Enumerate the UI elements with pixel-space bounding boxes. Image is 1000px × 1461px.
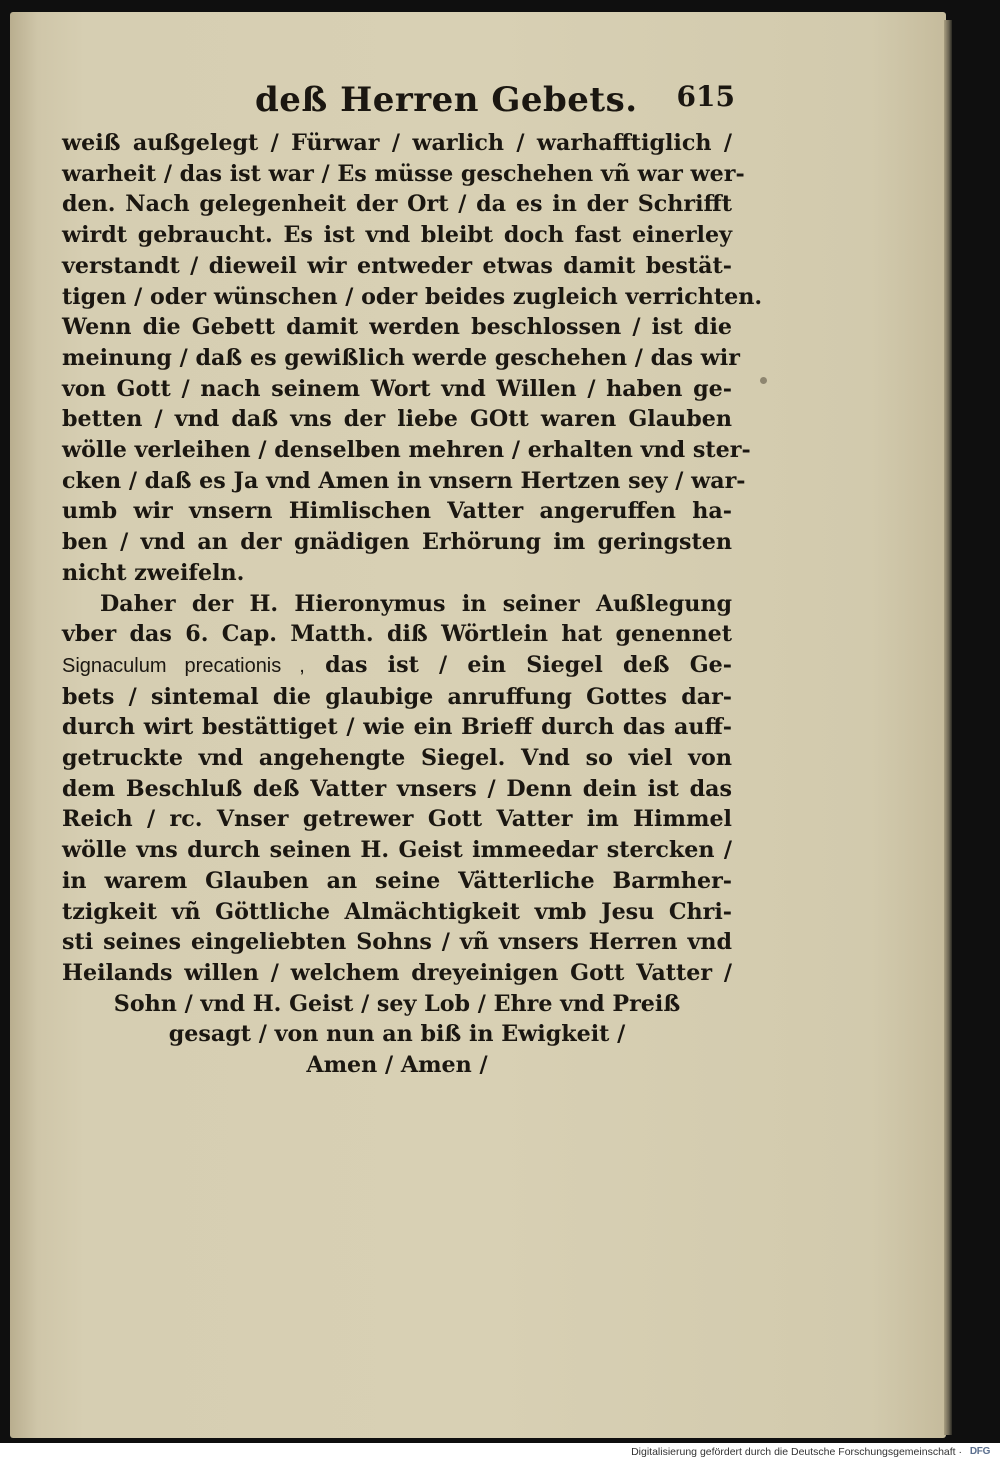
- body-text: [62, 128, 763, 1081]
- text-line: den. Nach gelegenheit der Ort / da es in der Schrifft: [62, 191, 732, 218]
- text-line: in warem Glauben an seine Vätterliche Barmher-: [62, 867, 732, 894]
- text-line: wölle verleihen / denselben mehren / erhalten vnd ster-: [62, 437, 751, 464]
- text-line-latin: [62, 650, 732, 682]
- text-line: vber das 6. Cap. Matth. diß Wörtlein hat genennet: [62, 621, 732, 648]
- text-fragment: das ist / ein Siegel deß Ge-: [325, 651, 732, 678]
- latin-phrase: Signaculum precationis ,: [62, 654, 305, 677]
- text-line: nicht zweifeln.: [62, 559, 245, 586]
- text-line: tzigkeit vñ Göttliche Almächtigkeit vmb Jesu Chri-: [62, 898, 732, 925]
- text-line: dem Beschluß deß Vatter vnsers / Denn dein ist das: [62, 775, 732, 802]
- funding-credit: Digitalisierung gefördert durch die Deutsche Forschungsgemeinschaft ·: [631, 1446, 962, 1458]
- text-line: Heilands willen / welchem dreyeinigen Gott Vatter /: [62, 959, 732, 986]
- closing-line: gesagt / von nun an biß in Ewigkeit /: [168, 1021, 626, 1048]
- text-line: betten / vnd daß vns der liebe GOtt waren Glauben: [62, 406, 732, 433]
- text-line: Daher der H. Hieronymus in seiner Außlegung: [100, 590, 732, 617]
- text-line: verstandt / dieweil wir entweder etwas damit bestät-: [62, 252, 732, 279]
- closing-line: Sohn / vnd H. Geist / sey Lob / Ehre vnd Preiß: [113, 990, 681, 1017]
- text-line: von Gott / nach seinem Wort vnd Willen / haben ge-: [62, 375, 732, 402]
- closing-line: Amen / Amen /: [306, 1052, 488, 1079]
- text-line: bets / sintemal die glaubige anruffung Gottes dar-: [62, 683, 732, 710]
- text-line: weiß außgelegt / Fürwar / warlich / warhafftiglich /: [62, 130, 732, 156]
- text-line: Reich / rc. Vnser getrewer Gott Vatter im Himmel: [62, 806, 732, 833]
- text-line: warheit / das ist war / Es müsse geschehen vñ war wer-: [62, 160, 745, 187]
- text-line: meinung / daß es gewißlich werde geschehen / das wir: [62, 344, 740, 371]
- text-line: sti seines eingeliebten Sohns / vñ vnsers Herren vnd: [62, 929, 732, 956]
- text-line: durch wirt bestättiget / wie ein Brieff durch das auff-: [62, 714, 732, 741]
- page-header: [255, 80, 735, 126]
- text-line: umb wir vnsern Himlischen Vatter angeruffen ha-: [62, 498, 732, 525]
- dfg-logo-icon: DFG: [969, 1446, 991, 1457]
- text-line: Wenn die Gebett damit werden beschlossen / ist die: [62, 314, 732, 341]
- page-edge: [944, 20, 952, 1435]
- paper-blemish: [760, 377, 767, 384]
- running-head: deß Herren Gebets.: [255, 80, 638, 120]
- text-line: wirdt gebraucht. Es ist vnd bleibt doch fast einerley: [62, 222, 732, 249]
- footer-bar: [0, 1443, 1000, 1461]
- text-line: tigen / oder wünschen / oder beides zugleich verrichten.: [62, 283, 763, 310]
- text-line: cken / daß es Ja vnd Amen in vnsern Hertzen sey / war-: [62, 467, 746, 494]
- text-line: getruckte vnd angehengte Siegel. Vnd so viel von: [62, 745, 732, 772]
- text-line: ben / vnd an der gnädigen Erhörung im geringsten: [62, 529, 732, 556]
- text-line: wölle vns durch seinen H. Geist immeedar stercken /: [62, 837, 732, 864]
- page-number: 615: [676, 80, 735, 113]
